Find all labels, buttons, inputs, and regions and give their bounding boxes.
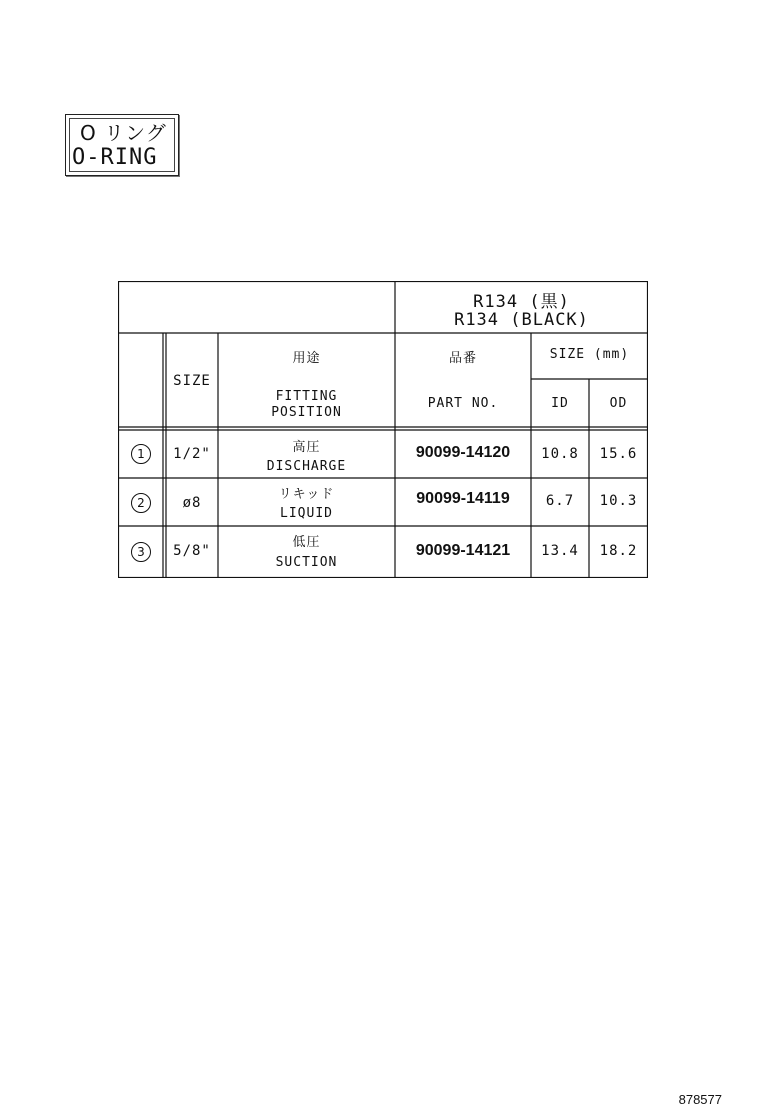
row-position-jp: リキッド — [278, 487, 335, 502]
row-part-number: 90099-14120 — [415, 444, 511, 461]
title-english: O-RING — [72, 145, 158, 170]
refrigerant-label-jp: R134 (黒) — [473, 292, 570, 312]
row-id: 13.4 — [541, 543, 579, 559]
header-fitting-jp: 用途 — [292, 351, 321, 366]
row-number-badge: 3 — [131, 542, 151, 562]
row-size: ø8 — [182, 495, 202, 511]
row-od: 18.2 — [599, 543, 638, 559]
row-part-number: 90099-14121 — [415, 542, 511, 559]
row-position-jp: 低圧 — [292, 535, 321, 550]
header-id: ID — [551, 396, 569, 411]
row-number-badge: 2 — [131, 493, 151, 513]
row-size: 5/8" — [173, 543, 211, 559]
row-number-badge: 1 — [131, 444, 151, 464]
title-box — [65, 114, 179, 176]
row-position-en: LIQUID — [280, 506, 333, 521]
header-size: SIZE — [173, 373, 211, 389]
refrigerant-label-en: R134 (BLACK) — [454, 310, 589, 330]
row-position-en: SUCTION — [275, 555, 338, 570]
row-part-number: 90099-14119 — [416, 490, 510, 507]
diagram-code: 878577 — [678, 1092, 722, 1107]
row-position-en: DISCHARGE — [266, 459, 347, 474]
row-od: 15.6 — [599, 446, 638, 462]
row-id: 10.8 — [541, 446, 579, 462]
header-fitting-en-2: POSITION — [271, 405, 342, 420]
header-part-jp: 品番 — [448, 351, 477, 366]
o-ring-spec-table — [118, 281, 648, 578]
row-size: 1/2" — [173, 446, 211, 462]
title-japanese: O リング — [80, 121, 167, 145]
row-od: 10.3 — [599, 493, 638, 509]
header-part-en: PART NO. — [427, 396, 499, 411]
row-position-jp: 高圧 — [292, 440, 321, 455]
header-fitting-en-1: FITTING — [275, 389, 338, 404]
header-od: OD — [609, 396, 628, 411]
row-id: 6.7 — [545, 493, 575, 509]
header-size-mm: SIZE (mm) — [549, 347, 630, 362]
